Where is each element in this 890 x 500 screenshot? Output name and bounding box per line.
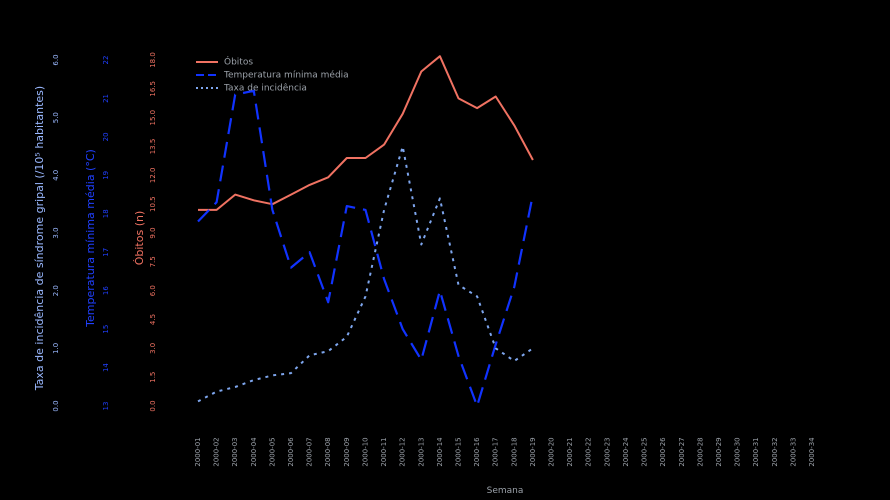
x-tick-label: 2000-12	[398, 437, 407, 467]
x-tick-label: 2000-08	[324, 437, 333, 467]
x-tick-label: 2000-16	[473, 437, 482, 467]
y-tick-label-inc: 2.0	[52, 285, 60, 297]
x-tick-label: 2000-18	[510, 437, 519, 467]
y-tick-label-temp: 16	[102, 286, 110, 296]
series-line-2	[198, 91, 533, 406]
y-tick-label-temp: 17	[102, 247, 110, 257]
x-tick-label: 2000-20	[547, 437, 556, 467]
axes-layer	[33, 52, 816, 496]
legend-label: Temperatura mínima média	[224, 70, 349, 81]
x-tick-label: 2000-21	[566, 437, 575, 467]
y-tick-label-temp: 20	[102, 132, 110, 142]
series-layer	[198, 56, 533, 406]
x-tick-label: 2000-31	[752, 437, 761, 467]
x-tick-label: 2000-23	[603, 437, 612, 467]
x-axis-title: Semana	[486, 486, 524, 496]
y-tick-label-obit: 15.0	[149, 109, 157, 126]
y-tick-label-temp: 14	[102, 363, 110, 373]
y-tick-label-inc: 4.0	[52, 169, 60, 181]
y-tick-label-inc: 0.0	[52, 400, 60, 412]
y-tick-label-inc: 5.0	[52, 112, 60, 124]
x-tick-label: 2000-24	[621, 437, 630, 467]
x-tick-label: 2000-06	[287, 437, 296, 467]
x-tick-label: 2000-26	[659, 437, 668, 467]
legend-label: Taxa de incidência	[224, 83, 307, 94]
y-tick-label-temp: 22	[102, 55, 110, 65]
x-tick-label: 2000-28	[696, 437, 705, 467]
x-tick-label: 2000-14	[435, 437, 444, 467]
y-tick-label-obit: 1.5	[149, 371, 157, 383]
x-tick-label: 2000-13	[417, 437, 426, 467]
x-tick-label: 2000-19	[528, 437, 537, 467]
y-tick-label-temp: 15	[102, 324, 110, 334]
y-tick-label-obit: 10.5	[149, 196, 157, 212]
y-tick-label-obit: 12.0	[149, 167, 157, 184]
x-tick-label: 2000-29	[714, 437, 723, 467]
y-axis-title-inc: Taxa de incidência de síndrome gripal (/10⁵ habitantes)	[33, 85, 46, 391]
y-tick-label-inc: 6.0	[52, 54, 60, 66]
x-tick-label: 2000-05	[268, 437, 277, 467]
y-tick-label-obit: 13.5	[149, 138, 157, 155]
y-tick-label-temp: 19	[102, 170, 110, 180]
x-tick-label: 2000-04	[249, 437, 258, 467]
y-tick-label-temp: 18	[102, 209, 110, 219]
y-axis-inc	[33, 54, 60, 411]
x-tick-label: 2000-01	[194, 437, 202, 467]
x-tick-label: 2000-15	[454, 437, 463, 467]
x-tick-label: 2000-02	[212, 437, 221, 467]
y-tick-label-temp: 21	[102, 93, 110, 103]
y-tick-label-obit: 3.0	[149, 342, 157, 354]
y-tick-label-temp: 13	[102, 401, 110, 411]
legend-label: Óbitos	[224, 57, 254, 68]
y-axis-title-temp: Temperatura mínima média (°C)	[84, 149, 97, 327]
y-tick-label-obit: 18.0	[149, 52, 157, 68]
x-axis	[194, 437, 816, 496]
y-tick-label-inc: 1.0	[52, 342, 60, 354]
legend-item-1	[196, 56, 253, 68]
x-tick-label: 2000-17	[491, 437, 500, 467]
y-tick-label-obit: 0.0	[149, 400, 157, 412]
legend-item-3	[196, 83, 307, 94]
x-tick-label: 2000-30	[733, 437, 742, 467]
y-tick-label-obit: 7.5	[149, 256, 157, 268]
legend	[196, 56, 349, 94]
y-axis-obit	[133, 52, 157, 411]
x-tick-label: 2000-27	[677, 437, 686, 467]
y-tick-label-obit: 9.0	[149, 227, 157, 239]
y-axis-temp	[84, 56, 110, 411]
x-tick-label: 2000-10	[361, 437, 370, 467]
y-tick-label-inc: 3.0	[52, 227, 60, 239]
y-tick-label-obit: 16.5	[149, 81, 157, 97]
x-tick-label: 2000-33	[789, 437, 798, 467]
x-tick-label: 2000-07	[305, 437, 314, 467]
y-axis-title-obit: Óbitos (n)	[133, 210, 146, 266]
x-tick-label: 2000-22	[584, 437, 593, 467]
x-tick-label: 2000-09	[342, 437, 351, 467]
y-tick-label-obit: 6.0	[149, 285, 157, 297]
x-tick-label: 2000-32	[770, 437, 779, 467]
x-tick-label: 2000-11	[380, 437, 389, 467]
legend-item-2	[196, 70, 349, 81]
x-tick-label: 2000-25	[640, 437, 649, 467]
y-tick-label-obit: 4.5	[149, 313, 157, 326]
series-line-3	[198, 147, 533, 402]
x-tick-label: 2000-03	[231, 437, 240, 467]
x-tick-label: 2000-34	[808, 437, 816, 467]
